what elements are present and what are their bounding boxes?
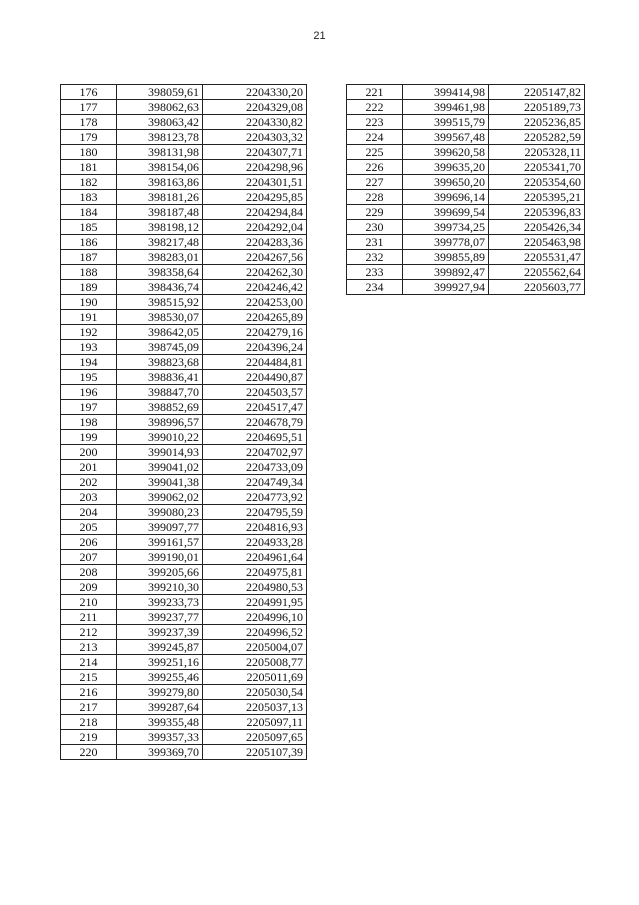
point-number-cell: 185 (61, 220, 117, 235)
table-row (61, 640, 307, 655)
y-coordinate-cell: 2205341,70 (489, 160, 585, 175)
table-row (347, 190, 585, 205)
table-row (347, 175, 585, 190)
coordinates-table-right (346, 84, 585, 295)
x-coordinate-cell: 398131,98 (117, 145, 203, 160)
point-number-cell: 193 (61, 340, 117, 355)
point-number-cell: 207 (61, 550, 117, 565)
y-coordinate-cell: 2205037,13 (203, 700, 307, 715)
table-row (61, 520, 307, 535)
table-row (347, 220, 585, 235)
table-row (347, 250, 585, 265)
table-row (347, 160, 585, 175)
point-number-cell: 177 (61, 100, 117, 115)
x-coordinate-cell: 399696,14 (403, 190, 489, 205)
table-row (61, 700, 307, 715)
y-coordinate-cell: 2204253,00 (203, 295, 307, 310)
table-row (61, 715, 307, 730)
x-coordinate-cell: 398187,48 (117, 205, 203, 220)
table-row (61, 280, 307, 295)
point-number-cell: 219 (61, 730, 117, 745)
y-coordinate-cell: 2204975,81 (203, 565, 307, 580)
x-coordinate-cell: 399237,39 (117, 625, 203, 640)
table-row (61, 670, 307, 685)
x-coordinate-cell: 398198,12 (117, 220, 203, 235)
table-row (347, 130, 585, 145)
table-row (61, 400, 307, 415)
table-row (61, 235, 307, 250)
y-coordinate-cell: 2204961,64 (203, 550, 307, 565)
y-coordinate-cell: 2205531,47 (489, 250, 585, 265)
table-row (61, 265, 307, 280)
point-number-cell: 218 (61, 715, 117, 730)
point-number-cell: 188 (61, 265, 117, 280)
table-row (61, 565, 307, 580)
point-number-cell: 230 (347, 220, 403, 235)
x-coordinate-cell: 399927,94 (403, 280, 489, 295)
table-row (347, 145, 585, 160)
x-coordinate-cell: 399778,07 (403, 235, 489, 250)
x-coordinate-cell: 399190,01 (117, 550, 203, 565)
point-number-cell: 231 (347, 235, 403, 250)
x-coordinate-cell: 399369,70 (117, 745, 203, 760)
x-coordinate-cell: 399255,46 (117, 670, 203, 685)
y-coordinate-cell: 2204295,85 (203, 190, 307, 205)
x-coordinate-cell: 399080,23 (117, 505, 203, 520)
point-number-cell: 197 (61, 400, 117, 415)
y-coordinate-cell: 2205008,77 (203, 655, 307, 670)
table-row (61, 205, 307, 220)
coordinates-table-left (60, 84, 307, 760)
table-row (61, 175, 307, 190)
point-number-cell: 215 (61, 670, 117, 685)
point-number-cell: 178 (61, 115, 117, 130)
y-coordinate-cell: 2204702,97 (203, 445, 307, 460)
x-coordinate-cell: 398123,78 (117, 130, 203, 145)
y-coordinate-cell: 2204678,79 (203, 415, 307, 430)
x-coordinate-cell: 399567,48 (403, 130, 489, 145)
point-number-cell: 201 (61, 460, 117, 475)
x-coordinate-cell: 398283,01 (117, 250, 203, 265)
point-number-cell: 198 (61, 415, 117, 430)
point-number-cell: 229 (347, 205, 403, 220)
y-coordinate-cell: 2204749,34 (203, 475, 307, 490)
x-coordinate-cell: 399650,20 (403, 175, 489, 190)
x-coordinate-cell: 398062,63 (117, 100, 203, 115)
point-number-cell: 200 (61, 445, 117, 460)
table-row (61, 655, 307, 670)
point-number-cell: 213 (61, 640, 117, 655)
point-number-cell: 205 (61, 520, 117, 535)
x-coordinate-cell: 398515,92 (117, 295, 203, 310)
point-number-cell: 184 (61, 205, 117, 220)
y-coordinate-cell: 2205426,34 (489, 220, 585, 235)
y-coordinate-cell: 2204301,51 (203, 175, 307, 190)
y-coordinate-cell: 2205097,65 (203, 730, 307, 745)
point-number-cell: 217 (61, 700, 117, 715)
y-coordinate-cell: 2204246,42 (203, 280, 307, 295)
point-number-cell: 183 (61, 190, 117, 205)
x-coordinate-cell: 398852,69 (117, 400, 203, 415)
point-number-cell: 233 (347, 265, 403, 280)
table-row (61, 610, 307, 625)
x-coordinate-cell: 398436,74 (117, 280, 203, 295)
table-row (61, 430, 307, 445)
x-coordinate-cell: 398530,07 (117, 310, 203, 325)
x-coordinate-cell: 399892,47 (403, 265, 489, 280)
y-coordinate-cell: 2204484,81 (203, 355, 307, 370)
table-row (61, 340, 307, 355)
table-row (61, 550, 307, 565)
table-row (347, 100, 585, 115)
point-number-cell: 221 (347, 85, 403, 100)
point-number-cell: 232 (347, 250, 403, 265)
x-coordinate-cell: 398063,42 (117, 115, 203, 130)
table-row (61, 415, 307, 430)
y-coordinate-cell: 2205189,73 (489, 100, 585, 115)
y-coordinate-cell: 2205562,64 (489, 265, 585, 280)
y-coordinate-cell: 2205097,11 (203, 715, 307, 730)
point-number-cell: 216 (61, 685, 117, 700)
y-coordinate-cell: 2204303,32 (203, 130, 307, 145)
table-row (61, 475, 307, 490)
table-row (61, 370, 307, 385)
x-coordinate-cell: 398217,48 (117, 235, 203, 250)
y-coordinate-cell: 2204517,47 (203, 400, 307, 415)
x-coordinate-cell: 399245,87 (117, 640, 203, 655)
y-coordinate-cell: 2205395,21 (489, 190, 585, 205)
y-coordinate-cell: 2204396,24 (203, 340, 307, 355)
point-number-cell: 222 (347, 100, 403, 115)
x-coordinate-cell: 398836,41 (117, 370, 203, 385)
table-row (61, 145, 307, 160)
table-row (61, 115, 307, 130)
y-coordinate-cell: 2204267,56 (203, 250, 307, 265)
x-coordinate-cell: 399251,16 (117, 655, 203, 670)
point-number-cell: 208 (61, 565, 117, 580)
point-number-cell: 187 (61, 250, 117, 265)
x-coordinate-cell: 399620,58 (403, 145, 489, 160)
y-coordinate-cell: 2204503,57 (203, 385, 307, 400)
point-number-cell: 189 (61, 280, 117, 295)
x-coordinate-cell: 398163,86 (117, 175, 203, 190)
table-row (347, 205, 585, 220)
x-coordinate-cell: 399205,66 (117, 565, 203, 580)
y-coordinate-cell: 2204773,92 (203, 490, 307, 505)
table-row (61, 85, 307, 100)
point-number-cell: 190 (61, 295, 117, 310)
x-coordinate-cell: 399210,30 (117, 580, 203, 595)
y-coordinate-cell: 2204816,93 (203, 520, 307, 535)
point-number-cell: 228 (347, 190, 403, 205)
y-coordinate-cell: 2205107,39 (203, 745, 307, 760)
x-coordinate-cell: 399515,79 (403, 115, 489, 130)
y-coordinate-cell: 2204996,52 (203, 625, 307, 640)
point-number-cell: 176 (61, 85, 117, 100)
point-number-cell: 226 (347, 160, 403, 175)
point-number-cell: 204 (61, 505, 117, 520)
point-number-cell: 194 (61, 355, 117, 370)
table-row (347, 115, 585, 130)
table-row (61, 730, 307, 745)
table-row (61, 505, 307, 520)
point-number-cell: 186 (61, 235, 117, 250)
point-number-cell: 220 (61, 745, 117, 760)
y-coordinate-cell: 2204330,82 (203, 115, 307, 130)
y-coordinate-cell: 2204695,51 (203, 430, 307, 445)
x-coordinate-cell: 399233,73 (117, 595, 203, 610)
x-coordinate-cell: 399734,25 (403, 220, 489, 235)
x-coordinate-cell: 398059,61 (117, 85, 203, 100)
table-row (61, 295, 307, 310)
y-coordinate-cell: 2204733,09 (203, 460, 307, 475)
table-row (61, 745, 307, 760)
y-coordinate-cell: 2204307,71 (203, 145, 307, 160)
y-coordinate-cell: 2204294,84 (203, 205, 307, 220)
y-coordinate-cell: 2204329,08 (203, 100, 307, 115)
y-coordinate-cell: 2204265,89 (203, 310, 307, 325)
y-coordinate-cell: 2204292,04 (203, 220, 307, 235)
table-row (61, 460, 307, 475)
y-coordinate-cell: 2205236,85 (489, 115, 585, 130)
y-coordinate-cell: 2205282,59 (489, 130, 585, 145)
page-number: 21 (313, 30, 326, 42)
y-coordinate-cell: 2205396,83 (489, 205, 585, 220)
x-coordinate-cell: 398358,64 (117, 265, 203, 280)
point-number-cell: 212 (61, 625, 117, 640)
x-coordinate-cell: 398847,70 (117, 385, 203, 400)
x-coordinate-cell: 398996,57 (117, 415, 203, 430)
table-row (61, 535, 307, 550)
y-coordinate-cell: 2204490,87 (203, 370, 307, 385)
x-coordinate-cell: 399041,38 (117, 475, 203, 490)
y-coordinate-cell: 2205147,82 (489, 85, 585, 100)
table-row (61, 580, 307, 595)
y-coordinate-cell: 2204298,96 (203, 160, 307, 175)
point-number-cell: 182 (61, 175, 117, 190)
x-coordinate-cell: 398642,05 (117, 325, 203, 340)
y-coordinate-cell: 2204279,16 (203, 325, 307, 340)
table-row (347, 235, 585, 250)
point-number-cell: 180 (61, 145, 117, 160)
point-number-cell: 227 (347, 175, 403, 190)
table-row (61, 100, 307, 115)
x-coordinate-cell: 399414,98 (403, 85, 489, 100)
y-coordinate-cell: 2205328,11 (489, 145, 585, 160)
point-number-cell: 191 (61, 310, 117, 325)
y-coordinate-cell: 2204980,53 (203, 580, 307, 595)
table-row (61, 595, 307, 610)
x-coordinate-cell: 399287,64 (117, 700, 203, 715)
point-number-cell: 195 (61, 370, 117, 385)
table-row (347, 265, 585, 280)
point-number-cell: 206 (61, 535, 117, 550)
y-coordinate-cell: 2205603,77 (489, 280, 585, 295)
table-row (61, 220, 307, 235)
x-coordinate-cell: 398823,68 (117, 355, 203, 370)
table-row (61, 355, 307, 370)
point-number-cell: 209 (61, 580, 117, 595)
point-number-cell: 225 (347, 145, 403, 160)
y-coordinate-cell: 2204283,36 (203, 235, 307, 250)
point-number-cell: 214 (61, 655, 117, 670)
y-coordinate-cell: 2205004,07 (203, 640, 307, 655)
y-coordinate-cell: 2204262,30 (203, 265, 307, 280)
point-number-cell: 192 (61, 325, 117, 340)
x-coordinate-cell: 399097,77 (117, 520, 203, 535)
table-row (61, 130, 307, 145)
x-coordinate-cell: 399279,80 (117, 685, 203, 700)
x-coordinate-cell: 398745,09 (117, 340, 203, 355)
table-row (61, 310, 307, 325)
point-number-cell: 199 (61, 430, 117, 445)
y-coordinate-cell: 2205354,60 (489, 175, 585, 190)
point-number-cell: 181 (61, 160, 117, 175)
x-coordinate-cell: 399855,89 (403, 250, 489, 265)
x-coordinate-cell: 398181,26 (117, 190, 203, 205)
point-number-cell: 224 (347, 130, 403, 145)
y-coordinate-cell: 2205030,54 (203, 685, 307, 700)
point-number-cell: 179 (61, 130, 117, 145)
table-row (61, 325, 307, 340)
y-coordinate-cell: 2204330,20 (203, 85, 307, 100)
x-coordinate-cell: 399062,02 (117, 490, 203, 505)
y-coordinate-cell: 2204795,59 (203, 505, 307, 520)
table-row (61, 625, 307, 640)
table-row (61, 385, 307, 400)
point-number-cell: 202 (61, 475, 117, 490)
point-number-cell: 211 (61, 610, 117, 625)
y-coordinate-cell: 2204933,28 (203, 535, 307, 550)
table-row (61, 250, 307, 265)
x-coordinate-cell: 399237,77 (117, 610, 203, 625)
table-row (61, 685, 307, 700)
y-coordinate-cell: 2205011,69 (203, 670, 307, 685)
y-coordinate-cell: 2205463,98 (489, 235, 585, 250)
point-number-cell: 223 (347, 115, 403, 130)
table-row (61, 490, 307, 505)
point-number-cell: 234 (347, 280, 403, 295)
table-row (61, 160, 307, 175)
point-number-cell: 210 (61, 595, 117, 610)
x-coordinate-cell: 399699,54 (403, 205, 489, 220)
x-coordinate-cell: 399014,93 (117, 445, 203, 460)
x-coordinate-cell: 399635,20 (403, 160, 489, 175)
x-coordinate-cell: 399461,98 (403, 100, 489, 115)
y-coordinate-cell: 2204996,10 (203, 610, 307, 625)
x-coordinate-cell: 399161,57 (117, 535, 203, 550)
table-row (61, 445, 307, 460)
x-coordinate-cell: 399041,02 (117, 460, 203, 475)
table-row (347, 280, 585, 295)
point-number-cell: 203 (61, 490, 117, 505)
x-coordinate-cell: 398154,06 (117, 160, 203, 175)
x-coordinate-cell: 399357,33 (117, 730, 203, 745)
point-number-cell: 196 (61, 385, 117, 400)
table-row (347, 85, 585, 100)
x-coordinate-cell: 399355,48 (117, 715, 203, 730)
table-row (61, 190, 307, 205)
x-coordinate-cell: 399010,22 (117, 430, 203, 445)
y-coordinate-cell: 2204991,95 (203, 595, 307, 610)
